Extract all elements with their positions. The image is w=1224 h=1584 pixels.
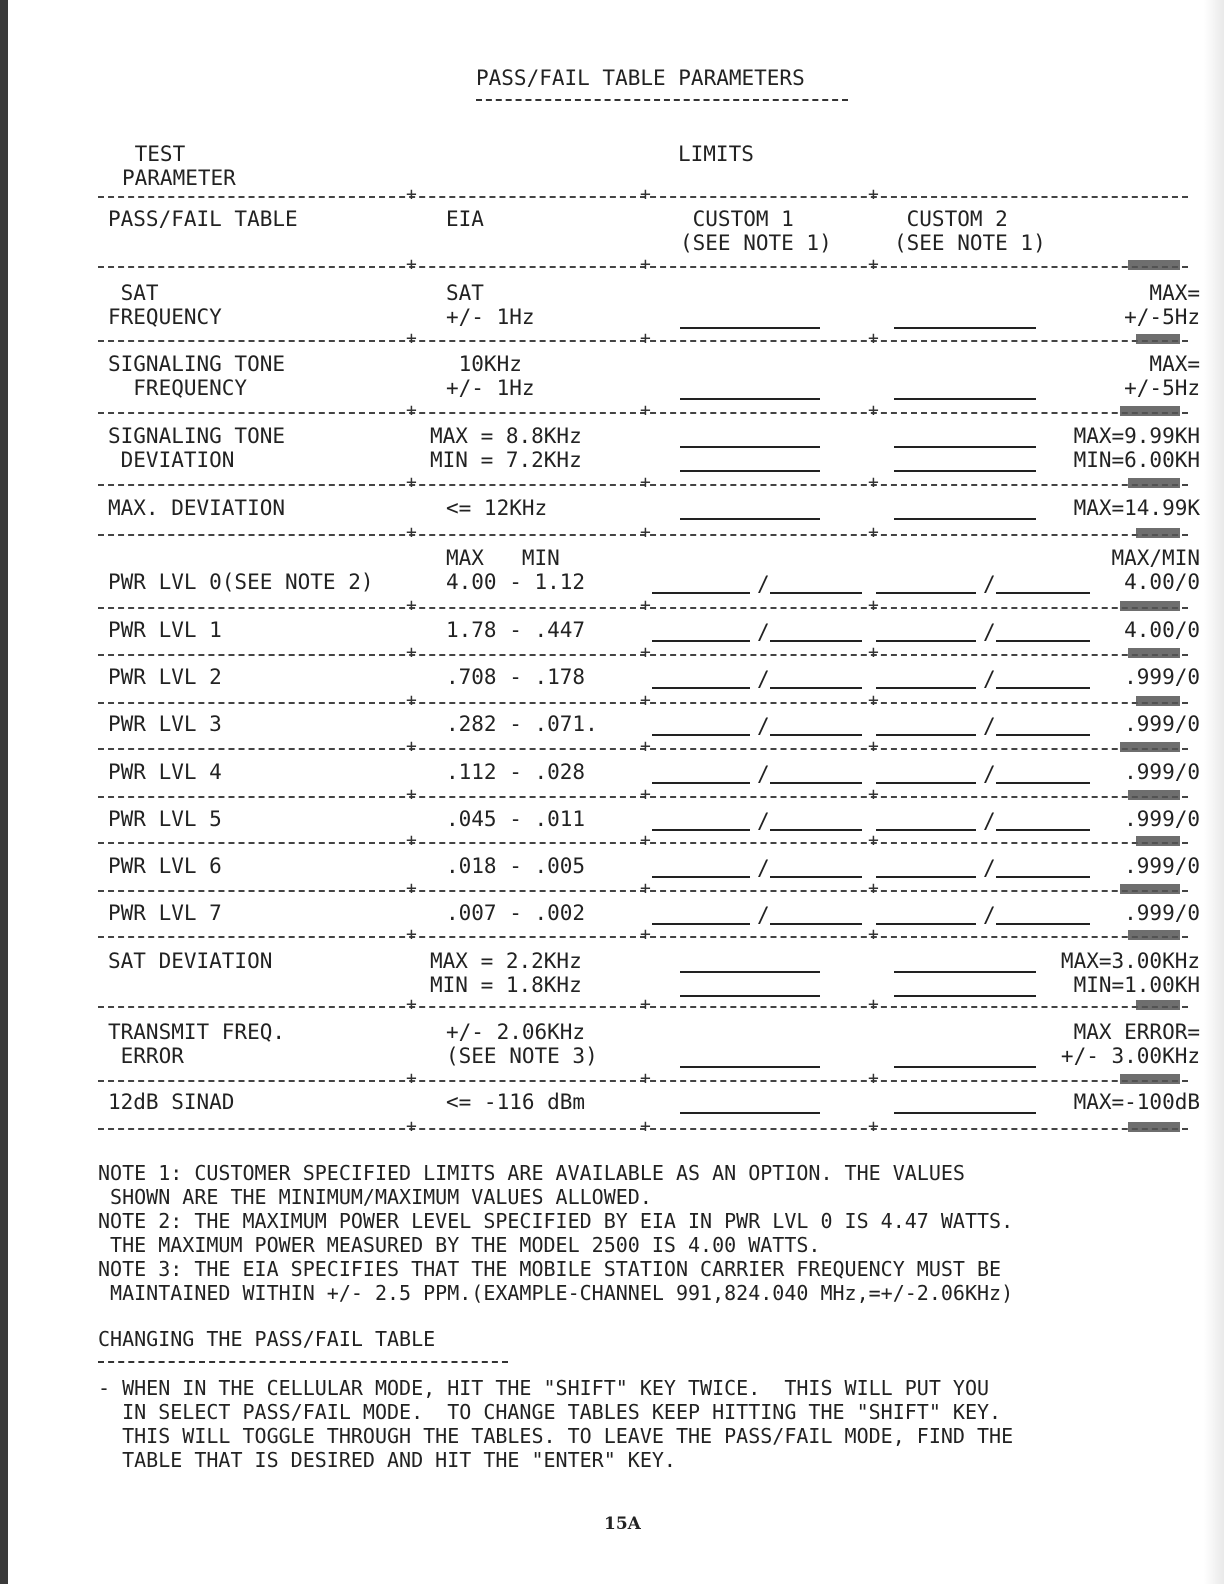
- scan-smudge: [1136, 1000, 1180, 1010]
- param-cell: PWR LVL 0(SEE NOTE 2): [108, 570, 374, 594]
- section-heading: CHANGING THE PASS/FAIL TABLE: [98, 1327, 436, 1351]
- header-limits: LIMITS: [678, 142, 754, 166]
- rule-crossing: +: [406, 472, 417, 493]
- rule-crossing: +: [406, 328, 417, 349]
- rule-crossing: +: [406, 595, 417, 616]
- rule-crossing: +: [406, 400, 417, 421]
- scan-smudge: [1128, 648, 1180, 658]
- custom1-min-blank[interactable]: [770, 782, 862, 784]
- eia-cell: MAX = 2.2KHz MIN = 1.8KHz: [430, 949, 582, 997]
- custom1-min-blank[interactable]: [770, 640, 862, 642]
- header-test-parameter: TEST PARAMETER: [122, 142, 236, 190]
- rule-crossing: +: [868, 472, 879, 493]
- custom1-min-blank[interactable]: [770, 687, 862, 689]
- max-limit-cell: MAX= +/-5Hz: [1124, 281, 1200, 329]
- max-limit-cell: .999/0: [1124, 854, 1200, 878]
- custom2-min-blank[interactable]: [996, 923, 1090, 925]
- rule-crossing: +: [640, 994, 651, 1015]
- scan-smudge: [1136, 334, 1180, 344]
- custom1-blank[interactable]: [680, 327, 820, 329]
- custom2-blank[interactable]: [894, 446, 1036, 448]
- custom1-min-blank[interactable]: [770, 592, 862, 594]
- custom2-blank[interactable]: [894, 1066, 1036, 1068]
- scan-smudge: [1120, 884, 1180, 894]
- rule-crossing: +: [868, 400, 879, 421]
- rule-crossing: +: [640, 736, 651, 757]
- custom1-min-blank[interactable]: [770, 876, 862, 878]
- param-cell: SAT DEVIATION: [108, 949, 273, 973]
- custom1-max-blank[interactable]: [652, 687, 750, 689]
- param-cell: SAT FREQUENCY: [108, 281, 222, 329]
- scan-smudge: [1120, 601, 1180, 611]
- custom1-max-blank[interactable]: [652, 923, 750, 925]
- note-2: NOTE 2: THE MAXIMUM POWER LEVEL SPECIFIED BY EIA IN PWR LVL 0 IS 4.47 WATTS. THE MAXIMUM POWER MEASURED BY THE MODEL 2500 IS 4.00 WATTS.: [98, 1209, 1014, 1257]
- rule-crossing: +: [868, 994, 879, 1015]
- rule-crossing: +: [640, 400, 651, 421]
- rule-crossing: +: [640, 830, 651, 851]
- custom2-blank[interactable]: [894, 995, 1036, 997]
- custom2-blank[interactable]: [894, 1112, 1036, 1114]
- rule-crossing: +: [640, 1116, 651, 1137]
- note-1: NOTE 1: CUSTOMER SPECIFIED LIMITS ARE AVAILABLE AS AN OPTION. THE VALUES SHOWN ARE THE MINIMUM/MAXIMUM VALUES ALLOWED.: [98, 1161, 965, 1209]
- custom2-max-blank[interactable]: [876, 687, 976, 689]
- custom2-min-blank[interactable]: [996, 592, 1090, 594]
- max-limit-cell: MAX=14.99K: [1073, 496, 1200, 520]
- scan-smudge: [1128, 1122, 1180, 1132]
- custom2-max-blank[interactable]: [876, 923, 976, 925]
- param-cell: SIGNALING TONE DEVIATION: [108, 424, 286, 472]
- param-cell: PWR LVL 6: [108, 854, 222, 878]
- custom1-min-blank[interactable]: [770, 829, 862, 831]
- scan-smudge: [1136, 836, 1180, 846]
- scan-smudge: [1128, 930, 1180, 940]
- custom2-blank[interactable]: [894, 398, 1036, 400]
- param-cell: TRANSMIT FREQ. ERROR: [108, 1020, 286, 1068]
- max-limit-cell: .999/0: [1124, 901, 1200, 925]
- custom2-min-blank[interactable]: [996, 782, 1090, 784]
- rule-crossing: +: [640, 924, 651, 945]
- rule-crossing: +: [406, 642, 417, 663]
- eia-cell: 1.78 - .447: [446, 618, 586, 642]
- rule-crossing: +: [868, 522, 879, 543]
- rule-crossing: +: [868, 924, 879, 945]
- rule-crossing: +: [640, 328, 651, 349]
- col-head-eia: EIA: [446, 207, 484, 231]
- rule-crossing: +: [640, 184, 651, 205]
- limit-subhead: MAX/MIN: [1111, 546, 1200, 570]
- param-cell: PWR LVL 1: [108, 618, 222, 642]
- rule-crossing: +: [868, 784, 879, 805]
- custom1-blank[interactable]: [680, 518, 820, 520]
- custom2-min-blank[interactable]: [996, 829, 1090, 831]
- custom1-blank[interactable]: [680, 1112, 820, 1114]
- slash-divider: /: [983, 620, 996, 644]
- rule-crossing: +: [406, 254, 417, 275]
- max-limit-cell: MAX=3.00KHz MIN=1.00KH: [1060, 949, 1200, 997]
- eia-cell: .018 - .005: [446, 854, 586, 878]
- rule-crossing: +: [406, 736, 417, 757]
- eia-cell: .045 - .011: [446, 807, 586, 831]
- slash-divider: /: [757, 620, 770, 644]
- slash-divider: /: [757, 714, 770, 738]
- scan-smudge: [1128, 478, 1180, 488]
- custom1-min-blank[interactable]: [770, 734, 862, 736]
- note-3: NOTE 3: THE EIA SPECIFIES THAT THE MOBILE STATION CARRIER FREQUENCY MUST BE MAINTAINED WITHIN +/- 2.5 PPM.(EXAMPLE-CHANNEL 991,824.040 MHz,=+/-2.06KHz): [98, 1257, 1014, 1305]
- param-cell: PWR LVL 3: [108, 712, 222, 736]
- page-edge-shadow: [1204, 0, 1224, 1584]
- max-limit-cell: 4.00/0: [1124, 570, 1200, 594]
- rule-crossing: +: [868, 254, 879, 275]
- rule-crossing: +: [640, 472, 651, 493]
- custom1-max-blank[interactable]: [652, 734, 750, 736]
- param-cell: PWR LVL 5: [108, 807, 222, 831]
- eia-cell: MAX = 8.8KHz MIN = 7.2KHz: [430, 424, 582, 472]
- param-cell: MAX. DEVIATION: [108, 496, 286, 520]
- eia-cell: <= 12KHz: [446, 496, 548, 520]
- max-limit-cell: 4.00/0: [1124, 618, 1200, 642]
- slash-divider: /: [757, 903, 770, 927]
- col-head-pass-fail-table: PASS/FAIL TABLE: [108, 207, 298, 231]
- custom1-max-blank[interactable]: [652, 876, 750, 878]
- param-cell: PWR LVL 4: [108, 760, 222, 784]
- rule-crossing: +: [640, 522, 651, 543]
- slash-divider: /: [983, 667, 996, 691]
- section-body: - WHEN IN THE CELLULAR MODE, HIT THE "SHIFT" KEY TWICE. THIS WILL PUT YOU IN SELECT PASS/FAIL MODE. TO CHANGE TABLES KEEP HITTING THE "SHIFT" KEY. THIS WILL TOGGLE THROUGH THE TABLES. TO LEAVE THE PASS/FAIL MODE, FIND THE TABLE THAT IS DESIRED AND HIT THE "ENTER" KEY.: [98, 1376, 1014, 1472]
- col-head-custom-1: CUSTOM 1 (SEE NOTE 1): [680, 207, 832, 255]
- custom2-min-blank[interactable]: [996, 876, 1090, 878]
- scan-smudge: [1120, 406, 1180, 416]
- rule-crossing: +: [640, 784, 651, 805]
- rule-crossing: +: [868, 1116, 879, 1137]
- rule-crossing: +: [406, 784, 417, 805]
- custom1-blank[interactable]: [680, 398, 820, 400]
- slash-divider: /: [983, 856, 996, 880]
- eia-cell: 4.00 - 1.12: [446, 570, 586, 594]
- section-underline: [98, 1361, 508, 1363]
- rule-crossing: +: [406, 924, 417, 945]
- slash-divider: /: [757, 572, 770, 596]
- custom2-max-blank[interactable]: [876, 876, 976, 878]
- page-number: 15A: [604, 1514, 641, 1534]
- rule-crossing: +: [868, 736, 879, 757]
- custom2-max-blank[interactable]: [876, 829, 976, 831]
- rule-crossing: +: [406, 522, 417, 543]
- rule-crossing: +: [640, 642, 651, 663]
- slash-divider: /: [757, 856, 770, 880]
- eia-subhead: MAX MIN: [446, 546, 560, 570]
- custom1-blank[interactable]: [680, 446, 820, 448]
- custom1-max-blank[interactable]: [652, 640, 750, 642]
- rule-crossing: +: [868, 878, 879, 899]
- param-cell: PWR LVL 7: [108, 901, 222, 925]
- col-head-custom-2: CUSTOM 2 (SEE NOTE 1): [894, 207, 1046, 255]
- rule-crossing: +: [406, 994, 417, 1015]
- custom2-blank[interactable]: [894, 327, 1036, 329]
- eia-cell: SAT +/- 1Hz: [446, 281, 535, 329]
- custom2-max-blank[interactable]: [876, 734, 976, 736]
- rule-crossing: +: [406, 690, 417, 711]
- rule-crossing: +: [640, 254, 651, 275]
- rule-crossing: +: [640, 878, 651, 899]
- rule-crossing: +: [868, 830, 879, 851]
- param-cell: SIGNALING TONE FREQUENCY: [108, 352, 286, 400]
- title-underline: [476, 99, 848, 101]
- custom2-blank[interactable]: [894, 971, 1036, 973]
- custom1-min-blank[interactable]: [770, 923, 862, 925]
- custom2-max-blank[interactable]: [876, 782, 976, 784]
- custom2-min-blank[interactable]: [996, 734, 1090, 736]
- rule-crossing: +: [868, 184, 879, 205]
- max-limit-cell: MAX=9.99KH MIN=6.00KH: [1073, 424, 1200, 472]
- scan-smudge: [1128, 790, 1180, 800]
- slash-divider: /: [757, 809, 770, 833]
- max-limit-cell: .999/0: [1124, 665, 1200, 689]
- rule-crossing: +: [406, 878, 417, 899]
- slash-divider: /: [983, 903, 996, 927]
- eia-cell: .282 - .071.: [446, 712, 598, 736]
- custom2-max-blank[interactable]: [876, 640, 976, 642]
- param-cell: 12dB SINAD: [108, 1090, 235, 1114]
- rule-crossing: +: [640, 690, 651, 711]
- slash-divider: /: [757, 762, 770, 786]
- max-limit-cell: .999/0: [1124, 760, 1200, 784]
- scan-smudge: [1128, 260, 1180, 270]
- rule-crossing: +: [868, 642, 879, 663]
- rule-crossing: +: [640, 595, 651, 616]
- custom2-blank[interactable]: [894, 470, 1036, 472]
- max-limit-cell: MAX= +/-5Hz: [1124, 352, 1200, 400]
- eia-cell: .708 - .178: [446, 665, 586, 689]
- param-cell: PWR LVL 2: [108, 665, 222, 689]
- custom1-blank[interactable]: [680, 971, 820, 973]
- custom1-blank[interactable]: [680, 470, 820, 472]
- eia-cell: <= -116 dBm: [446, 1090, 586, 1114]
- rule-crossing: +: [868, 328, 879, 349]
- scan-smudge: [1120, 742, 1180, 752]
- custom1-max-blank[interactable]: [652, 592, 750, 594]
- rule-crossing: +: [868, 1068, 879, 1089]
- max-limit-cell: .999/0: [1124, 712, 1200, 736]
- eia-cell: .112 - .028: [446, 760, 586, 784]
- rule-crossing: +: [406, 184, 417, 205]
- slash-divider: /: [983, 762, 996, 786]
- rule-crossing: +: [640, 1068, 651, 1089]
- custom1-blank[interactable]: [680, 1066, 820, 1068]
- scan-smudge: [1136, 696, 1180, 706]
- eia-cell: +/- 2.06KHz (SEE NOTE 3): [446, 1020, 598, 1068]
- max-limit-cell: MAX=-100dB: [1073, 1090, 1200, 1114]
- slash-divider: /: [757, 667, 770, 691]
- scan-smudge: [1136, 528, 1180, 538]
- max-limit-cell: MAX ERROR= +/- 3.00KHz: [1060, 1020, 1200, 1068]
- rule-crossing: +: [868, 690, 879, 711]
- eia-cell: .007 - .002: [446, 901, 586, 925]
- rule-crossing: +: [406, 1068, 417, 1089]
- custom2-blank[interactable]: [894, 518, 1036, 520]
- custom2-max-blank[interactable]: [876, 592, 976, 594]
- page-title: PASS/FAIL TABLE PARAMETERS: [476, 66, 805, 90]
- binding-edge: [0, 0, 8, 1584]
- slash-divider: /: [983, 714, 996, 738]
- rule-crossing: +: [868, 595, 879, 616]
- rule-crossing: +: [406, 830, 417, 851]
- max-limit-cell: .999/0: [1124, 807, 1200, 831]
- custom1-max-blank[interactable]: [652, 782, 750, 784]
- eia-cell: 10KHz +/- 1Hz: [446, 352, 535, 400]
- rule-crossing: +: [406, 1116, 417, 1137]
- custom2-min-blank[interactable]: [996, 687, 1090, 689]
- slash-divider: /: [983, 809, 996, 833]
- slash-divider: /: [983, 572, 996, 596]
- scan-smudge: [1120, 1074, 1180, 1084]
- custom1-blank[interactable]: [680, 995, 820, 997]
- custom1-max-blank[interactable]: [652, 829, 750, 831]
- custom2-min-blank[interactable]: [996, 640, 1090, 642]
